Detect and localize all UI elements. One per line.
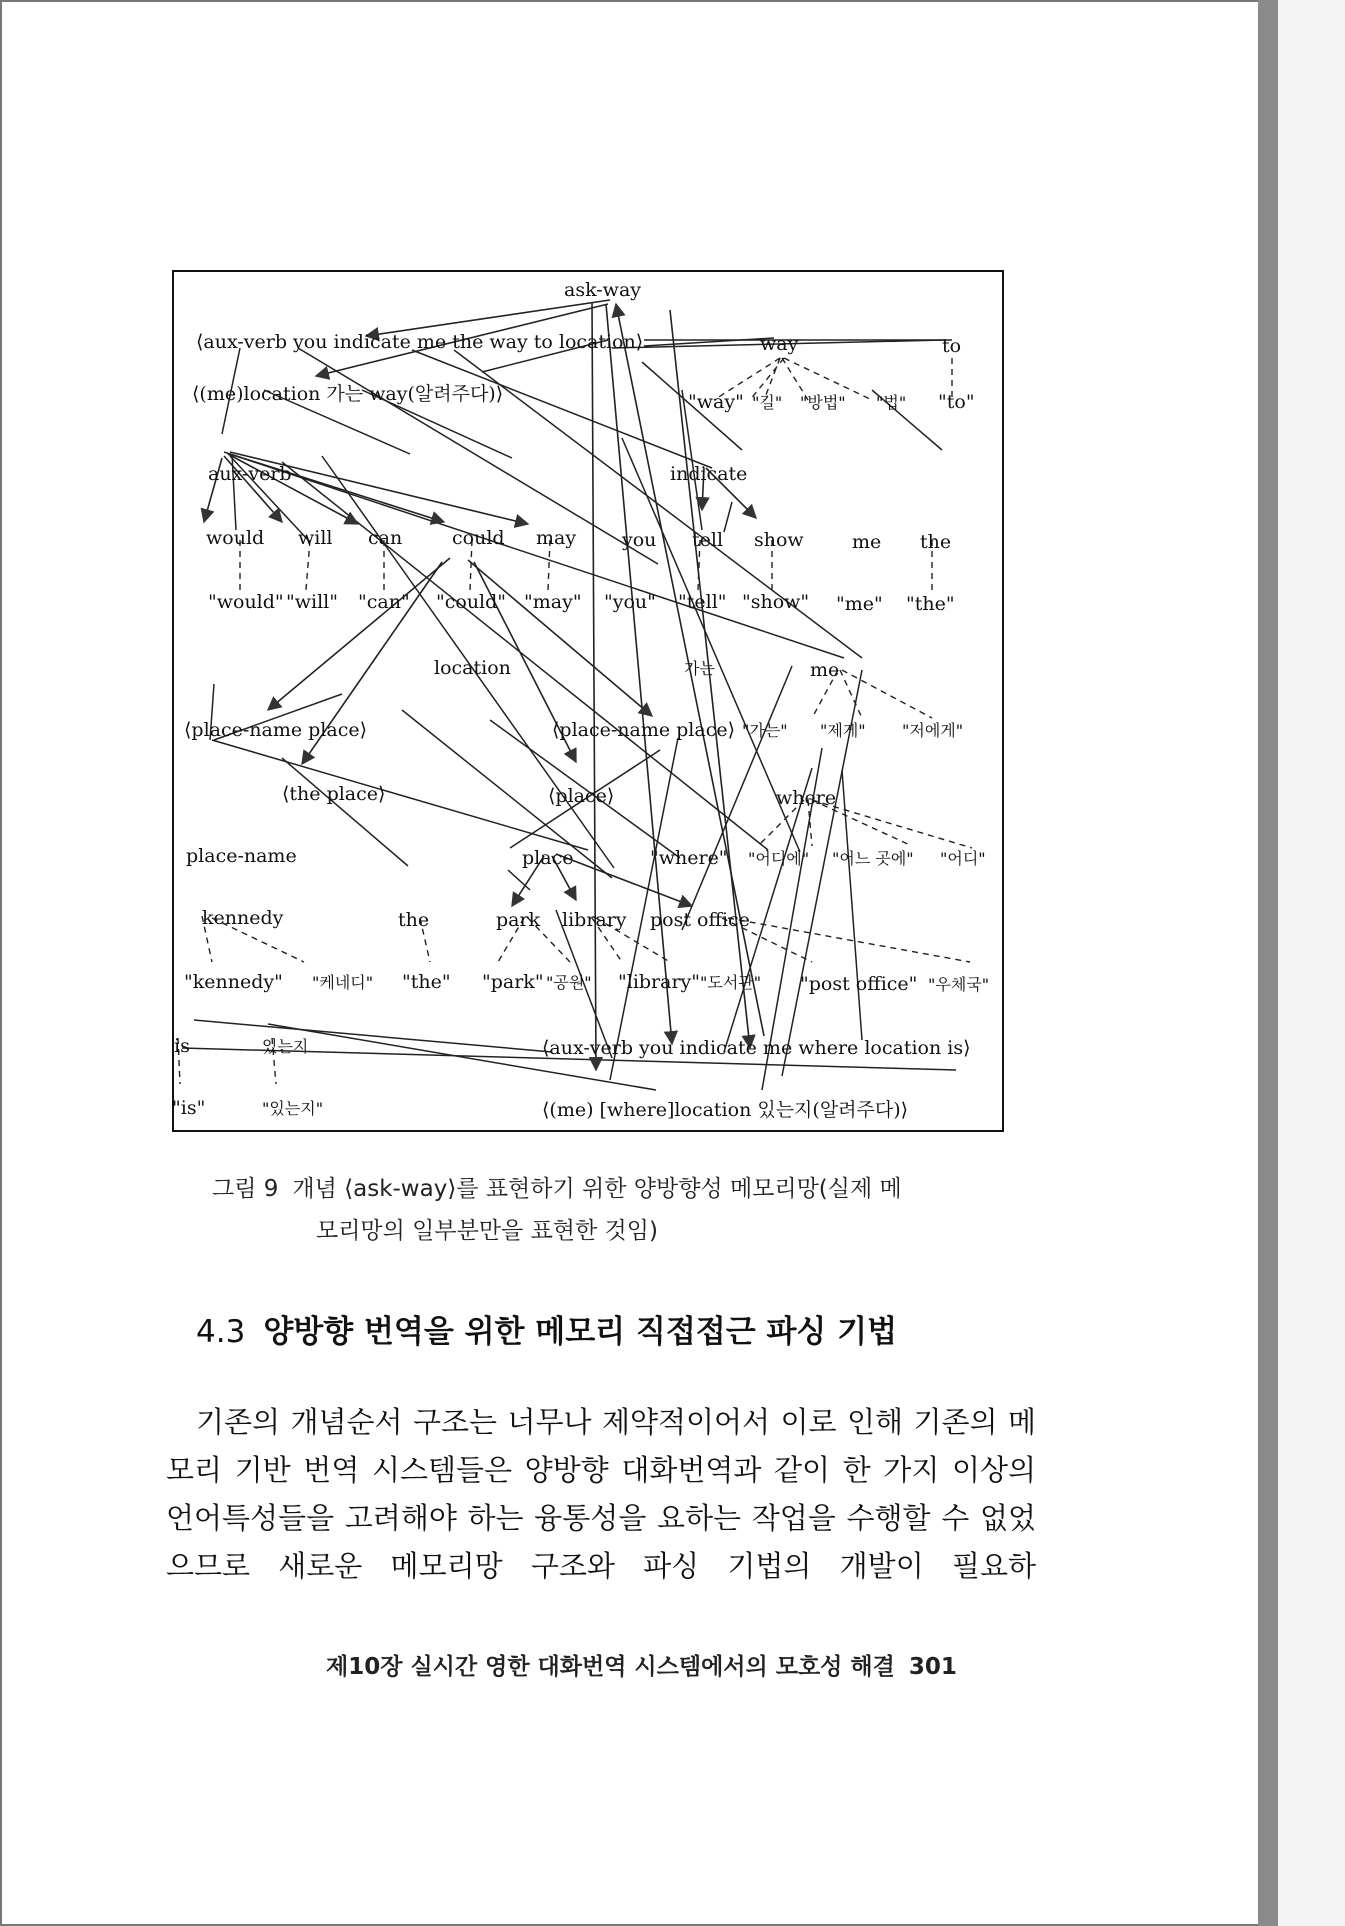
node-me: me xyxy=(852,531,882,553)
page-edge-shadow xyxy=(1258,0,1278,1926)
node-you: you xyxy=(622,529,657,551)
node-pattern-1: ⟨aux-verb you indicate me the way to location⟩ xyxy=(196,331,644,353)
node-place-bracket: ⟨place⟩ xyxy=(548,785,615,807)
node-q-show: "show" xyxy=(742,591,810,613)
node-indicate: indicate xyxy=(670,463,748,485)
node-q-way: "way" xyxy=(688,391,744,413)
body-paragraph: 기존의 개념순서 구조는 너무나 제약적이어서 이로 인해 기존의 메모리 기반 번역 시스템들은 양방향 대화번역과 같이 한 가지 이상의 언어특성들을 고려해야 하는 융통성을 요하는 작업을 수행할 수 없었으므로 새로운 메모리망 구조와 파싱 기법의 개발이 필요하 xyxy=(166,1405,1036,1583)
node-q-the-2: "the" xyxy=(402,971,451,993)
node-place-name-place-1: ⟨place-name place⟩ xyxy=(184,719,368,741)
node-q-ucheguk: "우체국" xyxy=(928,975,990,994)
node-can: can xyxy=(368,527,403,549)
node-q-eodi: "어디" xyxy=(940,849,986,868)
body-text xyxy=(166,1398,1036,1590)
node-kennedy: kennedy xyxy=(202,907,284,929)
node-q-kenedi: "케네디" xyxy=(312,973,374,992)
section-heading xyxy=(196,1306,897,1351)
node-library: library xyxy=(562,909,627,931)
node-q-bangbeop: "방법" xyxy=(800,393,846,412)
page-edge-background xyxy=(1278,0,1345,1926)
memory-network-diagram xyxy=(172,270,1004,1132)
node-q-eoneu-gose: "어느 곳에" xyxy=(832,849,914,868)
node-will: will xyxy=(298,527,333,549)
node-aux-verb: aux-verb xyxy=(208,463,292,485)
node-q-could: "could" xyxy=(436,591,507,613)
caption-line-1: 개념 ⟨ask-way⟩를 표현하기 위한 양방향성 메모리망(실제 메 xyxy=(292,1176,902,1202)
node-q-tell: "tell" xyxy=(678,591,727,613)
node-q-ganeun: "가는" xyxy=(742,721,788,740)
node-q-jeoege: "저에게" xyxy=(902,721,964,740)
node-pattern-4: ⟨(me) [where]location 있는지(알려주다)⟩ xyxy=(542,1099,909,1121)
node-q-beop: "법" xyxy=(876,393,907,412)
section-title: 양방향 번역을 위한 메모리 직접접근 파싱 기법 xyxy=(263,1314,898,1350)
node-q-gil: "길" xyxy=(752,393,783,412)
node-where: where xyxy=(776,787,837,809)
node-q-would: "would" xyxy=(208,591,284,613)
node-is: is xyxy=(174,1035,190,1057)
node-park: park xyxy=(496,909,541,931)
node-q-inneunji: "있는지" xyxy=(262,1099,324,1118)
node-q-gongwon: "공원" xyxy=(546,973,592,992)
figure-caption xyxy=(212,1168,1012,1252)
node-q-may: "may" xyxy=(524,591,582,613)
node-q-kennedy: "kennedy" xyxy=(184,971,283,993)
node-the: the xyxy=(920,531,952,553)
node-me-2: me xyxy=(810,659,840,681)
node-place: place xyxy=(522,847,574,869)
node-location: location xyxy=(434,657,511,679)
node-q-library: "library" xyxy=(618,971,701,993)
node-q-will: "will" xyxy=(286,591,338,613)
node-q-you: "you" xyxy=(604,591,656,613)
caption-line-2: 모리망의 일부분만을 표현한 것임) xyxy=(316,1218,658,1244)
node-q-is: "is" xyxy=(172,1097,206,1119)
node-q-jege: "제게" xyxy=(820,721,866,740)
node-to: to xyxy=(942,335,962,357)
node-place-name-place-2: ⟨place-name place⟩ xyxy=(552,719,736,741)
node-post-office: post office xyxy=(650,909,750,931)
node-q-post-office: "post office" xyxy=(800,973,918,995)
node-q-the: "the" xyxy=(906,593,955,615)
page-footer xyxy=(326,1648,1006,1681)
node-q-can: "can" xyxy=(358,591,410,613)
node-the-place: ⟨the place⟩ xyxy=(282,783,386,805)
node-way: way xyxy=(760,333,799,355)
node-could: could xyxy=(452,527,505,549)
node-q-to: "to" xyxy=(938,391,975,413)
node-the-2: the xyxy=(398,909,430,931)
node-q-me: "me" xyxy=(836,593,883,615)
node-would: would xyxy=(206,527,265,549)
node-place-name: place-name xyxy=(186,845,297,867)
running-title: 제10장 실시간 영한 대화번역 시스템에서의 모호성 해결 xyxy=(326,1654,895,1680)
node-q-doseogwan: "도서관" xyxy=(700,973,762,992)
node-tell: tell xyxy=(692,529,724,551)
node-pattern-2: ⟨(me)location 가는 way(알려주다)⟩ xyxy=(192,383,504,405)
node-q-eodie: "어디에" xyxy=(748,849,810,868)
node-may: may xyxy=(536,527,577,549)
node-show: show xyxy=(754,529,804,551)
node-q-park: "park" xyxy=(482,971,544,993)
node-ganeun: 가는 xyxy=(684,659,715,678)
node-ask-way: ask-way xyxy=(564,279,642,301)
caption-label: 그림 9 xyxy=(212,1176,279,1202)
page-number: 301 xyxy=(908,1654,957,1680)
section-number: 4.3 xyxy=(196,1314,246,1350)
node-inneunji: 있는지 xyxy=(262,1037,309,1056)
node-q-where: "where" xyxy=(650,847,728,869)
node-pattern-3: ⟨aux-verb you indicate me where location is⟩ xyxy=(542,1037,971,1059)
